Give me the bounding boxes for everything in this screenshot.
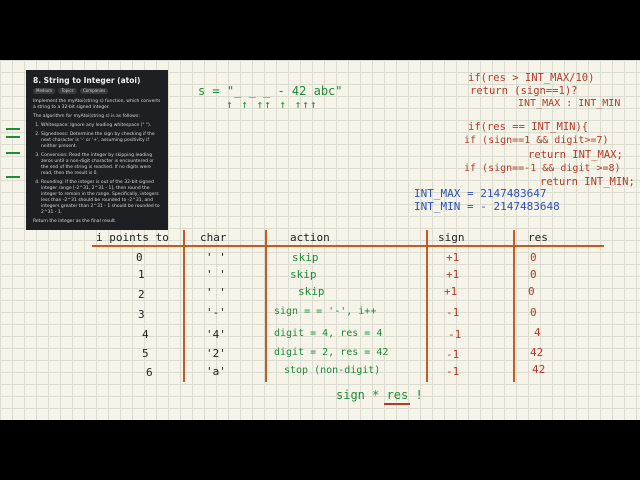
margin-mark	[6, 128, 20, 130]
col-header-i: i points to	[96, 231, 169, 244]
tag-difficulty[interactable]: Medium	[33, 88, 55, 94]
cell-char: '-'	[206, 306, 226, 319]
cell-char: '2'	[206, 347, 226, 360]
cell-sign: -1	[446, 348, 460, 361]
whiteboard-canvas	[0, 60, 640, 420]
code-line: if (sign==-1 && digit >=8)	[464, 163, 621, 174]
col-header-action: action	[290, 231, 330, 244]
problem-outro: Return the integer as the final result.	[33, 219, 117, 224]
table-col-divider	[513, 230, 515, 382]
col-header-char: char	[200, 231, 227, 244]
problem-tags	[33, 88, 161, 95]
cell-i: 6	[146, 366, 153, 379]
int-min-note: INT_MIN = - 2147483648	[414, 200, 560, 213]
tag-companies[interactable]: Companies	[80, 88, 108, 94]
table-col-divider	[265, 230, 267, 382]
cell-action: skip	[292, 251, 319, 264]
code-line: if (sign==1 && digit>=7)	[464, 135, 609, 146]
cell-char: ' '	[206, 268, 226, 281]
table-col-divider	[426, 230, 428, 382]
problem-card	[26, 70, 168, 230]
problem-algo-intro: The algorithm for myAtoi(string s) is as follows:	[33, 114, 140, 119]
cell-i: 3	[138, 308, 145, 321]
col-header-res: res	[528, 231, 548, 244]
table-col-divider	[183, 230, 185, 382]
cell-res: 42	[532, 363, 546, 376]
cell-i: 4	[142, 328, 149, 341]
cell-action: stop (non-digit)	[284, 365, 381, 376]
pointer-arrows: ↑ ↑ ↑↑ ↑ ↑↑↑	[226, 98, 318, 111]
step-item: 2. Signedness: Determine the sign by checking if the next character is '-' or '+', assuming positivity if neither present.	[41, 132, 161, 150]
step-item: 4. Rounding: If the integer is out of the 32-bit signed integer range [-2^31, 2^31 - 1], then round the integer to remain in the range. Specifically, integers less than -2^31 should be rounded to -2^31, and integers greater than 2^31 - 1 should be rounded to 2^31 - 1.	[41, 180, 161, 216]
problem-title: 8. String to Integer (atoi)	[33, 76, 141, 85]
cell-sign: +1	[446, 268, 460, 281]
table-header-rule	[92, 245, 604, 247]
cell-sign: +1	[446, 251, 460, 264]
footer-note: sign * res !	[336, 388, 423, 402]
code-line: if(res == INT_MIN){	[468, 121, 589, 133]
problem-intro: Implement the myAtoi(string s) function, which converts a string to a 32-bit signed integer.	[33, 99, 161, 110]
cell-i: 0	[136, 251, 143, 264]
cell-char: '4'	[206, 328, 226, 341]
margin-mark	[6, 152, 20, 154]
cell-sign: -1	[446, 365, 460, 378]
cell-res: 4	[534, 326, 541, 339]
cell-char: ' '	[206, 286, 226, 299]
margin-mark	[6, 176, 20, 178]
cell-action: skip	[298, 285, 325, 298]
code-line: return INT_MIN;	[540, 176, 635, 188]
cell-i: 5	[142, 347, 149, 360]
cell-i: 2	[138, 288, 145, 301]
cell-action: digit = 2, res = 42	[274, 347, 389, 358]
cell-i: 1	[138, 268, 145, 281]
margin-mark	[6, 136, 20, 138]
cell-char: ' '	[206, 251, 226, 264]
cell-res: 42	[530, 346, 544, 359]
input-string-note: s = "_ _ _ - 42 abc"	[198, 84, 343, 98]
cell-sign: +1	[444, 285, 458, 298]
cell-res: 0	[528, 285, 535, 298]
cell-res: 0	[530, 251, 537, 264]
problem-steps	[33, 123, 161, 216]
cell-action: skip	[290, 268, 317, 281]
cell-sign: -1	[448, 328, 462, 341]
cell-char: 'a'	[206, 365, 226, 378]
cell-res: 0	[530, 268, 537, 281]
code-line: return (sign==1)?	[470, 85, 578, 97]
code-line: if(res > INT_MAX/10)	[468, 72, 595, 84]
tag-topics[interactable]: Topics	[58, 88, 76, 94]
cell-res: 0	[530, 306, 537, 319]
footer-underline	[384, 403, 410, 405]
col-header-sign: sign	[438, 231, 465, 244]
code-line: INT_MAX : INT_MIN	[518, 98, 621, 109]
cell-action: digit = 4, res = 4	[274, 328, 383, 339]
cell-sign: -1	[446, 306, 460, 319]
code-line: return INT_MAX;	[528, 149, 623, 161]
step-item: 3. Conversion: Read the integer by skipping leading zeros until a non-digit character is encountered or the end of the string is reached. If no digits were read, then the result is 0.	[41, 153, 161, 177]
int-max-note: INT_MAX = 2147483647	[414, 187, 547, 200]
step-item: 1. Whitespace: Ignore any leading whitespace (" ").	[41, 123, 161, 129]
cell-action: sign = = '-', i++	[274, 306, 377, 317]
